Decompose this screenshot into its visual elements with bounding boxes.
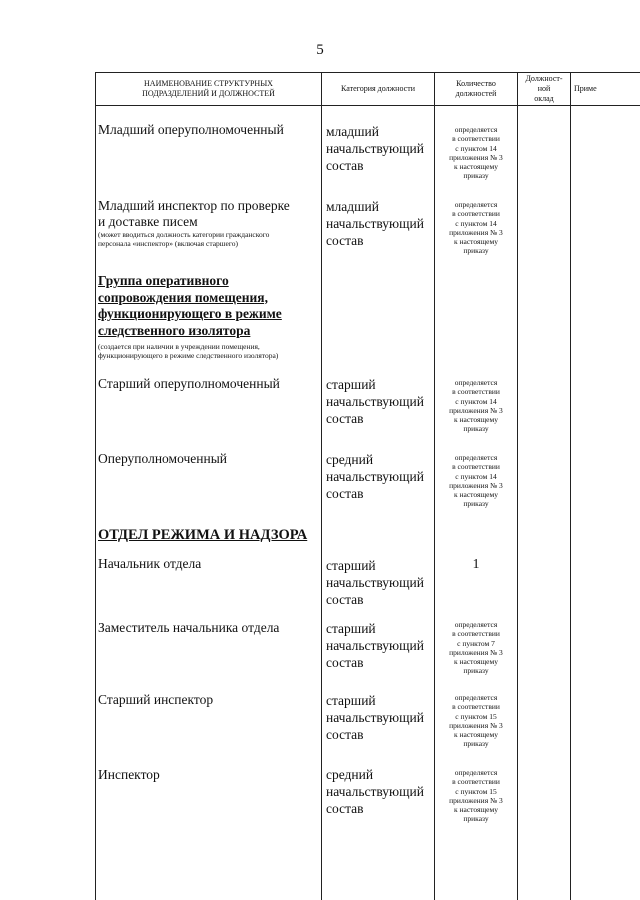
position-name: Заместитель начальника отдела [98, 620, 280, 635]
position-name: Старший инспектор [98, 692, 214, 707]
header-salary: Должност- ной оклад [525, 74, 563, 103]
position-category: младший начальствующий состав [326, 124, 424, 173]
position-name: Младший оперуполномоченный [98, 122, 284, 137]
position-name: Инспектор [98, 767, 160, 782]
position-name: Оперуполномоченный [98, 451, 228, 466]
group-title: Группа оперативного сопровождения помещения, функционирующего в режиме следственного изолятора [98, 273, 282, 338]
position-category: средний начальствующий состав [326, 452, 424, 501]
header-position-category: Категория должности [341, 84, 415, 93]
position-quantity: 1 [472, 557, 480, 572]
position-category: старший начальствующий состав [326, 377, 424, 426]
header-number-of-positions: Количество должностей [455, 79, 497, 98]
position-category: средний начальствующий состав [326, 767, 424, 816]
position-category: старший начальствующий состав [326, 693, 424, 742]
position-category: старший начальствующий состав [326, 558, 424, 607]
page-number: 5 [316, 42, 324, 58]
column-divider-1 [321, 72, 322, 900]
position-quantity: определяется в соответствии с пунктом 14 приложения № 3 к настоящему приказу [449, 453, 503, 509]
position-name: Начальник отдела [98, 556, 202, 571]
position-quantity: определяется в соответствии с пунктом 15 приложения № 3 к настоящему приказу [449, 693, 503, 749]
header-notes: Приме [574, 84, 597, 93]
position-quantity: определяется в соответствии с пунктом 7 приложения № 3 к настоящему приказу [449, 620, 503, 676]
position-quantity: определяется в соответствии с пунктом 15 приложения № 3 к настоящему приказу [449, 768, 503, 824]
position-name: Младший инспектор по проверке и доставке писем [98, 198, 290, 229]
column-divider-3 [517, 72, 518, 900]
position-name: Старший оперуполномоченный [98, 376, 280, 391]
position-quantity: определяется в соответствии с пунктом 14 приложения № 3 к настоящему приказу [449, 378, 503, 434]
position-quantity: определяется в соответствии с пунктом 14 приложения № 3 к настоящему приказу [449, 125, 503, 181]
group-note: (создается при наличии в учреждении помещения, функционирующего в режиме следственного изолятора) [98, 342, 279, 360]
position-category: младший начальствующий состав [326, 199, 424, 248]
position-note: (может вводиться должность категории гражданского персонала «инспектор» (включая старшего) [98, 230, 270, 248]
position-category: старший начальствующий состав [326, 621, 424, 670]
table-left-border [95, 72, 96, 900]
column-divider-4 [570, 72, 571, 900]
section-title: ОТДЕЛ РЕЖИМА И НАДЗОРА [98, 527, 308, 543]
position-quantity: определяется в соответствии с пунктом 14 приложения № 3 к настоящему приказу [449, 200, 503, 256]
header-bottom-border [95, 105, 640, 106]
header-structural-units: НАИМЕНОВАНИЕ СТРУКТУРНЫХ ПОДРАЗДЕЛЕНИЙ И ДОЛЖНОСТЕЙ [142, 79, 275, 98]
table-top-border [95, 72, 640, 73]
